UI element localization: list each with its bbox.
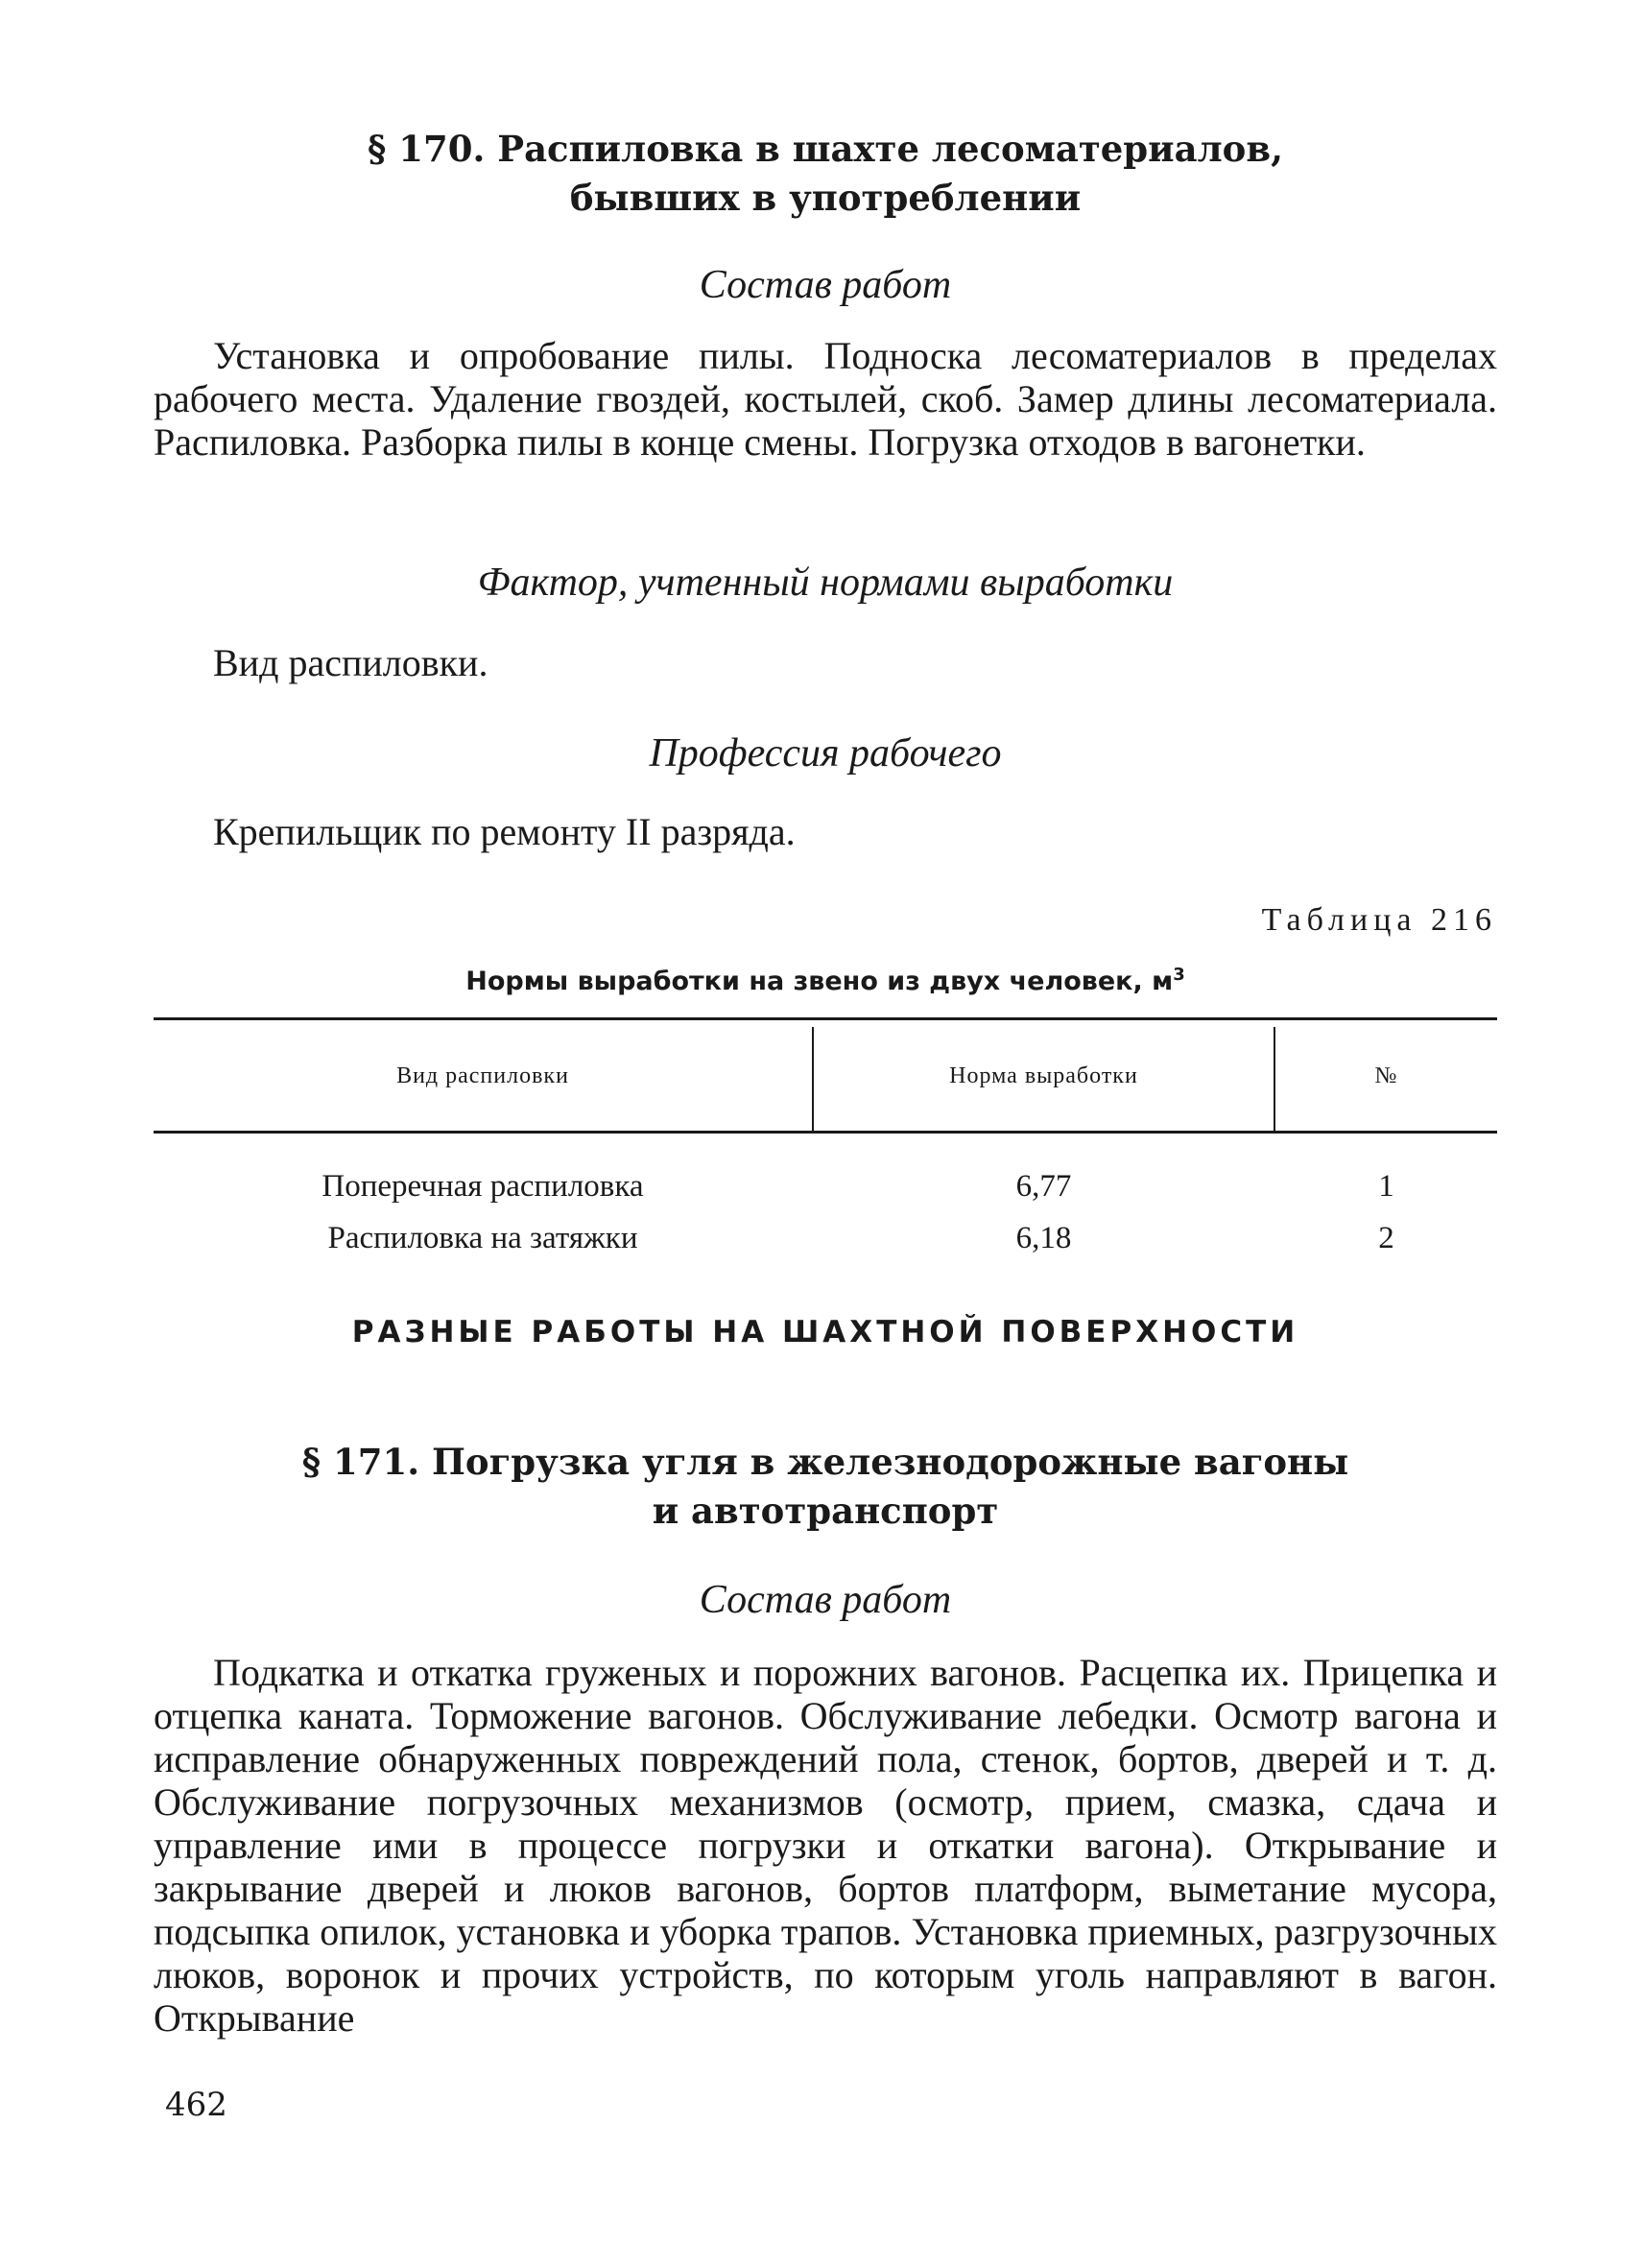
- section-title: [154, 1438, 1497, 1536]
- factor-heading: Фактор, учтенный нормами выработки: [477, 561, 1174, 605]
- section-title: [154, 125, 1497, 223]
- profession-paragraph: Крепильщик по ремонту II разряда.: [213, 810, 796, 853]
- section-171-title: [154, 1438, 1497, 1536]
- composition-paragraph: Подкатка и откатка груженых и порожних вагонов. Расцепка их. Прицепка и отцепка каната. Торможение вагонов. Обслуживание лебедки. Осмотр вагона и исправление обнаруженных повреждений пола, стенок, бортов, дверей и т. д. Обслуживание погрузочных механизмов (осмотр, прием, смазка, сдача и управление ими в процессе погрузки и откатки вагона). Открывание и закрывание дверей и люков вагонов, бортов платформ, выметание мусора, подсыпка опилок, установка и уборка трапов. Установка приемных, разгрузочных люков, воронок и прочих устройств, по которым уголь направляют в вагон. Открывание: [154, 1651, 1497, 2040]
- table-caption-sup: 3: [1173, 965, 1185, 985]
- table-header-num: №: [1374, 1063, 1398, 1088]
- table-label: Таблица 216: [1261, 902, 1497, 938]
- table-header-type: Вид распиловки: [396, 1063, 569, 1088]
- table-cell-num: 1: [1378, 1169, 1394, 1204]
- table-caption-row: [154, 965, 1497, 996]
- table-cell-norm: 6,77: [1015, 1169, 1072, 1204]
- table-cell-type: Поперечная распиловка: [321, 1169, 644, 1204]
- profession-heading: Профессия рабочего: [649, 731, 1002, 776]
- table-cell-norm: 6,18: [1015, 1221, 1072, 1255]
- major-heading: РАЗНЫЕ РАБОТЫ НА ШАХТНОЙ ПОВЕРХНОСТИ: [351, 1315, 1299, 1349]
- table-header-rule: [154, 1131, 1497, 1134]
- section-title-line-1: § 171. Погрузка угля в железнодорожные вагоны: [301, 1441, 1349, 1483]
- page-number: 462: [165, 2086, 227, 2124]
- section-title-line-2: бывших в употреблении: [569, 177, 1082, 219]
- section-title-line-2: и автотранспорт: [652, 1490, 999, 1532]
- table-caption: [154, 965, 1497, 996]
- composition-heading: Состав работ: [699, 1578, 952, 1622]
- norms-table: [154, 1017, 1497, 1267]
- composition-heading: Состав работ: [699, 263, 952, 307]
- table-cell-type: Распиловка на затяжки: [327, 1221, 638, 1255]
- table-caption-text: Нормы выработки на звено из двух человек, м: [465, 967, 1174, 996]
- table-top-rule: [154, 1017, 1497, 1020]
- section-170-title: [154, 125, 1497, 223]
- composition-paragraph: Установка и опробование пилы. Подноска лесоматериалов в пределах рабочего места. Удаление гвоздей, костылей, скоб. Замер длины лесоматериала. Распиловка. Разборка пилы в конце смены. Погрузка отходов в вагонетки.: [154, 334, 1497, 464]
- table-cell-num: 2: [1378, 1221, 1394, 1255]
- table-label-row: [154, 902, 1497, 950]
- section-title-line-1: § 170. Распиловка в шахте лесоматериалов,: [368, 128, 1283, 170]
- factor-paragraph: Вид распиловки.: [213, 641, 488, 684]
- table-header-norm: Норма выработки: [949, 1063, 1138, 1088]
